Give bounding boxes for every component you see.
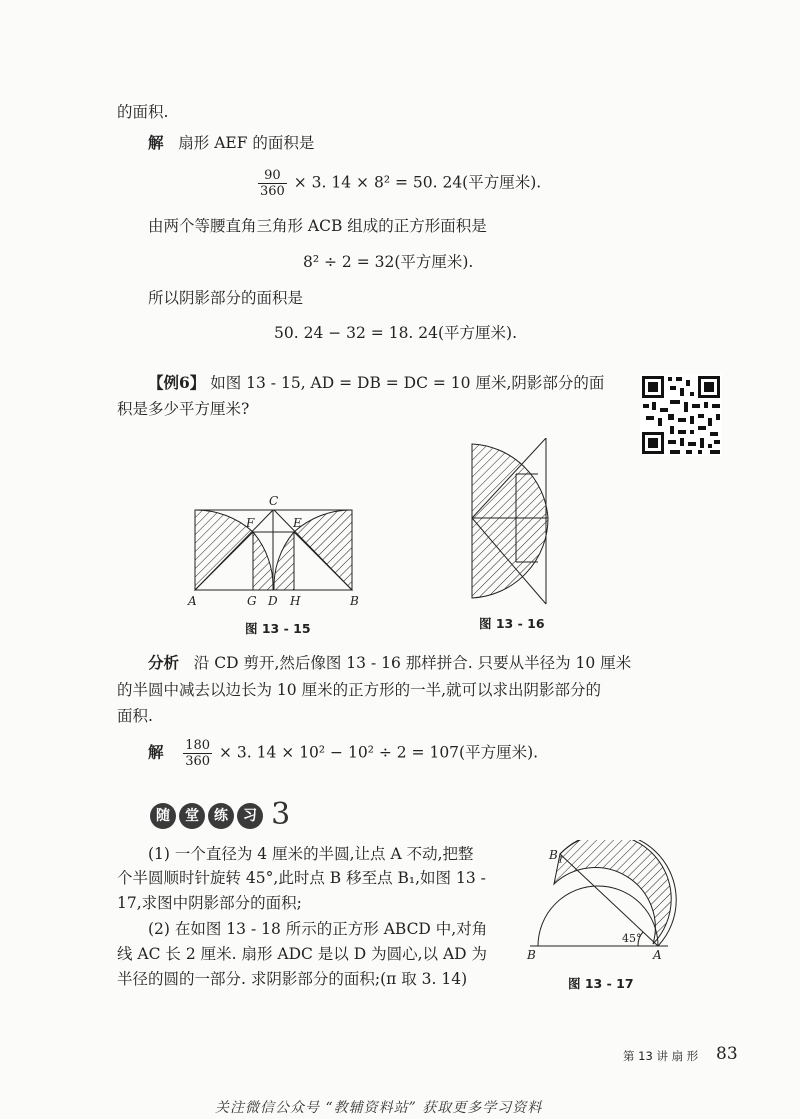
fig16-caption: 图 13 - 16 <box>479 616 545 631</box>
practice-p2-line1: (2) 在如图 13 - 18 所示的正方形 ABCD 中,对角 <box>148 920 488 938</box>
practice-p2-line2: 线 AC 长 2 厘米. 扇形 ADC 是以 D 为圆心,以 AD 为 <box>117 945 487 963</box>
fig17-label-B1: $B_1$ <box>549 848 564 866</box>
fig15-label-D: D <box>268 594 278 608</box>
fig15-label-C: C <box>269 494 279 508</box>
figure-13-15 <box>180 490 370 610</box>
fig15-caption: 图 13 - 15 <box>245 621 311 636</box>
analysis-line3: 面积. <box>117 707 153 725</box>
top-text: 的面积. <box>117 103 169 121</box>
page-number: 83 <box>716 1044 738 1064</box>
fraction-90-360: $\frac{90}{360}$ <box>260 168 285 199</box>
watermark-text: 关注微信公众号 “教辅资料站” 获取更多学习资料 <box>215 1100 543 1116</box>
example6-line2: 积是多少平方厘米? <box>117 400 250 418</box>
fig15-label-G: G <box>247 594 257 608</box>
solution2-eq-rest: × 3. 14 × 10² − 10² ÷ 2 = 107(平方厘米). <box>219 743 539 762</box>
practice-number: 3 <box>271 797 291 832</box>
practice-p1-line1: (1) 一个直径为 4 厘米的半圆,让点 A 不动,把整 <box>148 845 474 863</box>
practice-p1-line3: 17,求图中阴影部分的面积; <box>117 894 302 912</box>
figure-13-17 <box>520 840 700 960</box>
solution1-eq1 <box>258 168 541 199</box>
fig15-label-F: F <box>246 516 255 530</box>
figure-13-16 <box>460 438 560 608</box>
practice-badge-2: 堂 <box>179 803 205 829</box>
analysis-line2: 的半圆中减去以边长为 10 厘米的正方形的一半,就可以求出阴影部分的 <box>117 681 602 699</box>
solution2-label: 解 <box>148 742 164 762</box>
example6-line1 <box>148 372 604 394</box>
fig15-center-right-shade <box>274 532 294 590</box>
fig15-label-H: H <box>290 594 301 608</box>
practice-badge-1: 随 <box>150 803 176 829</box>
analysis-text1: 沿 CD 剪开,然后像图 13 - 16 那样拼合. 只要从半径为 10 厘米 <box>193 654 632 672</box>
fig17-angle-label: 45° <box>622 932 642 945</box>
fig17-label-A: A <box>653 948 662 962</box>
practice-heading <box>150 797 291 832</box>
solution2-eq <box>148 738 538 769</box>
fig15-left-shade <box>195 510 253 590</box>
practice-badge-4: 习 <box>237 803 263 829</box>
fig15-label-A: A <box>188 594 197 608</box>
fig15-center-left-shade <box>253 532 273 590</box>
fraction-180-360: $\frac{180}{360}$ <box>185 738 211 769</box>
qr-code[interactable] <box>640 374 722 456</box>
fig15-right-shade <box>294 510 352 590</box>
practice-p2-line3: 半径的圆的一部分. 求阴影部分的面积;(π 取 3. 14) <box>117 970 468 988</box>
analysis-label: 分析 <box>148 653 180 672</box>
fig17-caption: 图 13 - 17 <box>568 976 634 991</box>
example6-text1: 如图 13 - 15, AD = DB = DC = 10 厘米,阴影部分的面 <box>210 374 605 392</box>
fig17-label-B: B <box>527 948 536 962</box>
practice-p1-line2: 个半圆顺时针旋转 45°,此时点 B 移至点 B₁,如图 13 - <box>117 869 486 887</box>
solution1-line3: 所以阴影部分的面积是 <box>148 289 304 307</box>
fig15-label-B: B <box>350 594 359 608</box>
chapter-footer: 第 13 讲 扇 形 <box>623 1049 699 1063</box>
fig16-upper-shade <box>472 444 548 518</box>
example6-tag: 【例6】 <box>148 373 206 392</box>
solution1-line2: 由两个等腰直角三角形 ACB 组成的正方形面积是 <box>148 217 487 235</box>
solution1-eq2: 8² ÷ 2 = 32(平方厘米). <box>303 253 474 271</box>
solution1-text1: 扇形 AEF 的面积是 <box>178 134 315 152</box>
practice-badge-3: 练 <box>208 803 234 829</box>
solution1-eq3: 50. 24 − 32 = 18. 24(平方厘米). <box>274 324 518 342</box>
solution1-line1 <box>148 132 314 154</box>
fig15-label-E: E <box>293 516 302 530</box>
solution1-eq1-rest: × 3. 14 × 8² = 50. 24(平方厘米). <box>293 173 542 192</box>
solution1-label: 解 <box>148 133 164 152</box>
analysis-line1 <box>148 652 631 674</box>
fig16-lower-shade <box>472 518 548 598</box>
